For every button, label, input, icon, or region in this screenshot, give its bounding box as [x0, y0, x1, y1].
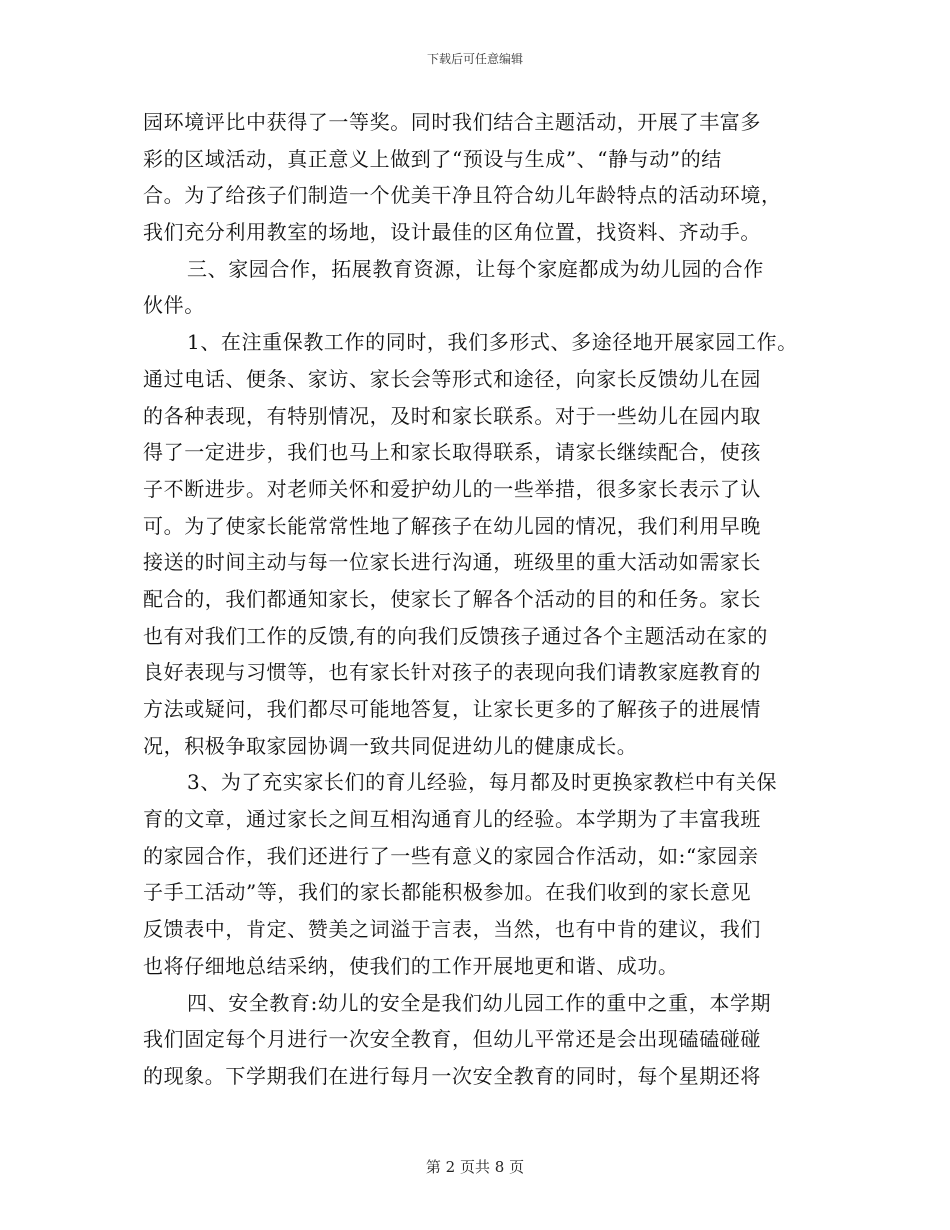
text-line: 彩的区域活动，真正意义上做到了“预设与生成”、“静与动”的结 [143, 146, 722, 171]
text-line: 的家园合作，我们还进行了一些有意义的家园合作活动，如:“家园亲 [143, 843, 759, 868]
text-line: 方法或疑问，我们都尽可能地答复，让家长更多的了解孩子的进展情 [143, 697, 761, 721]
text-line: 可。为了使家长能常常性地了解孩子在幼儿园的情况，我们利用早晚 [143, 513, 761, 538]
text-line: 接送的时间主动与每一位家长进行沟通，班级里的重大活动如需家长 [143, 550, 761, 575]
text-line: 我们充分利用教室的场地，设计最佳的区角位置，找资料、齐动手。 [143, 220, 761, 245]
text-line: 3、为了充实家长们的育儿经验，每月都及时更换家教栏中有关保 [187, 770, 778, 795]
page-footer: 第 2 页共 8 页 [425, 1158, 525, 1176]
document-body [143, 104, 807, 1095]
text-line: 园环境评比中获得了一等奖。同时我们结合主题活动，开展了丰富多 [143, 110, 761, 134]
text-line: 通过电话、便条、家访、家长会等形式和途径，向家长反馈幼儿在园 [143, 366, 761, 391]
text-line: 1、在注重保教工作的同时，我们多形式、多途径地开展家园工作。 [187, 330, 798, 355]
text-line: 况，积极争取家园协调一致共同促进幼儿的健康成长。 [143, 733, 638, 758]
text-line: 子手工活动”等，我们的家长都能积极参加。在我们收到的家长意见 [143, 880, 752, 905]
text-line: 我们固定每个月进行一次安全教育，但幼儿平常还是会出现磕磕碰碰 [143, 1027, 761, 1052]
text-line: 育的文章，通过家长之间互相沟通育儿的经验。本学期为了丰富我班 [143, 807, 761, 832]
text-line: 反馈表中，肯定、赞美之词溢于言表，当然，也有中肯的建议，我们 [143, 917, 761, 942]
text-line: 良好表现与习惯等，也有家长针对孩子的表现向我们请教家庭教育的 [143, 660, 761, 685]
text-line: 也有对我们工作的反馈,有的向我们反馈孩子通过各个主题活动在家的 [143, 623, 768, 648]
text-line: 配合的，我们都通知家长，使家长了解各个活动的目的和任务。家长 [143, 586, 761, 611]
text-line: 四、安全教育:幼儿的安全是我们幼儿园工作的重中之重，本学期 [187, 990, 772, 1015]
text-line: 的各种表现，有特别情况，及时和家长联系。对于一些幼儿在园内取 [143, 403, 761, 428]
text-line: 三、家园合作，拓展教育资源，让每个家庭都成为幼儿园的合作 [187, 256, 764, 281]
text-line: 也将仔细地总结采纳，使我们的工作开展地更和谐、成功。 [143, 953, 679, 978]
text-line: 子不断进步。对老师关怀和爱护幼儿的一些举措，很多家长表示了认 [143, 476, 761, 501]
text-line: 得了一定进步，我们也马上和家长取得联系，请家长继续配合，使孩 [143, 440, 761, 465]
page-header: 下载后可任意编辑 [426, 52, 523, 66]
text-line: 的现象。下学期我们在进行每月一次安全教育的同时，每个星期还将 [143, 1063, 761, 1088]
text-line: 伙伴。 [143, 293, 205, 318]
text-line: 合。为了给孩子们制造一个优美干净且符合幼儿年龄特点的活动环境， [143, 183, 782, 208]
